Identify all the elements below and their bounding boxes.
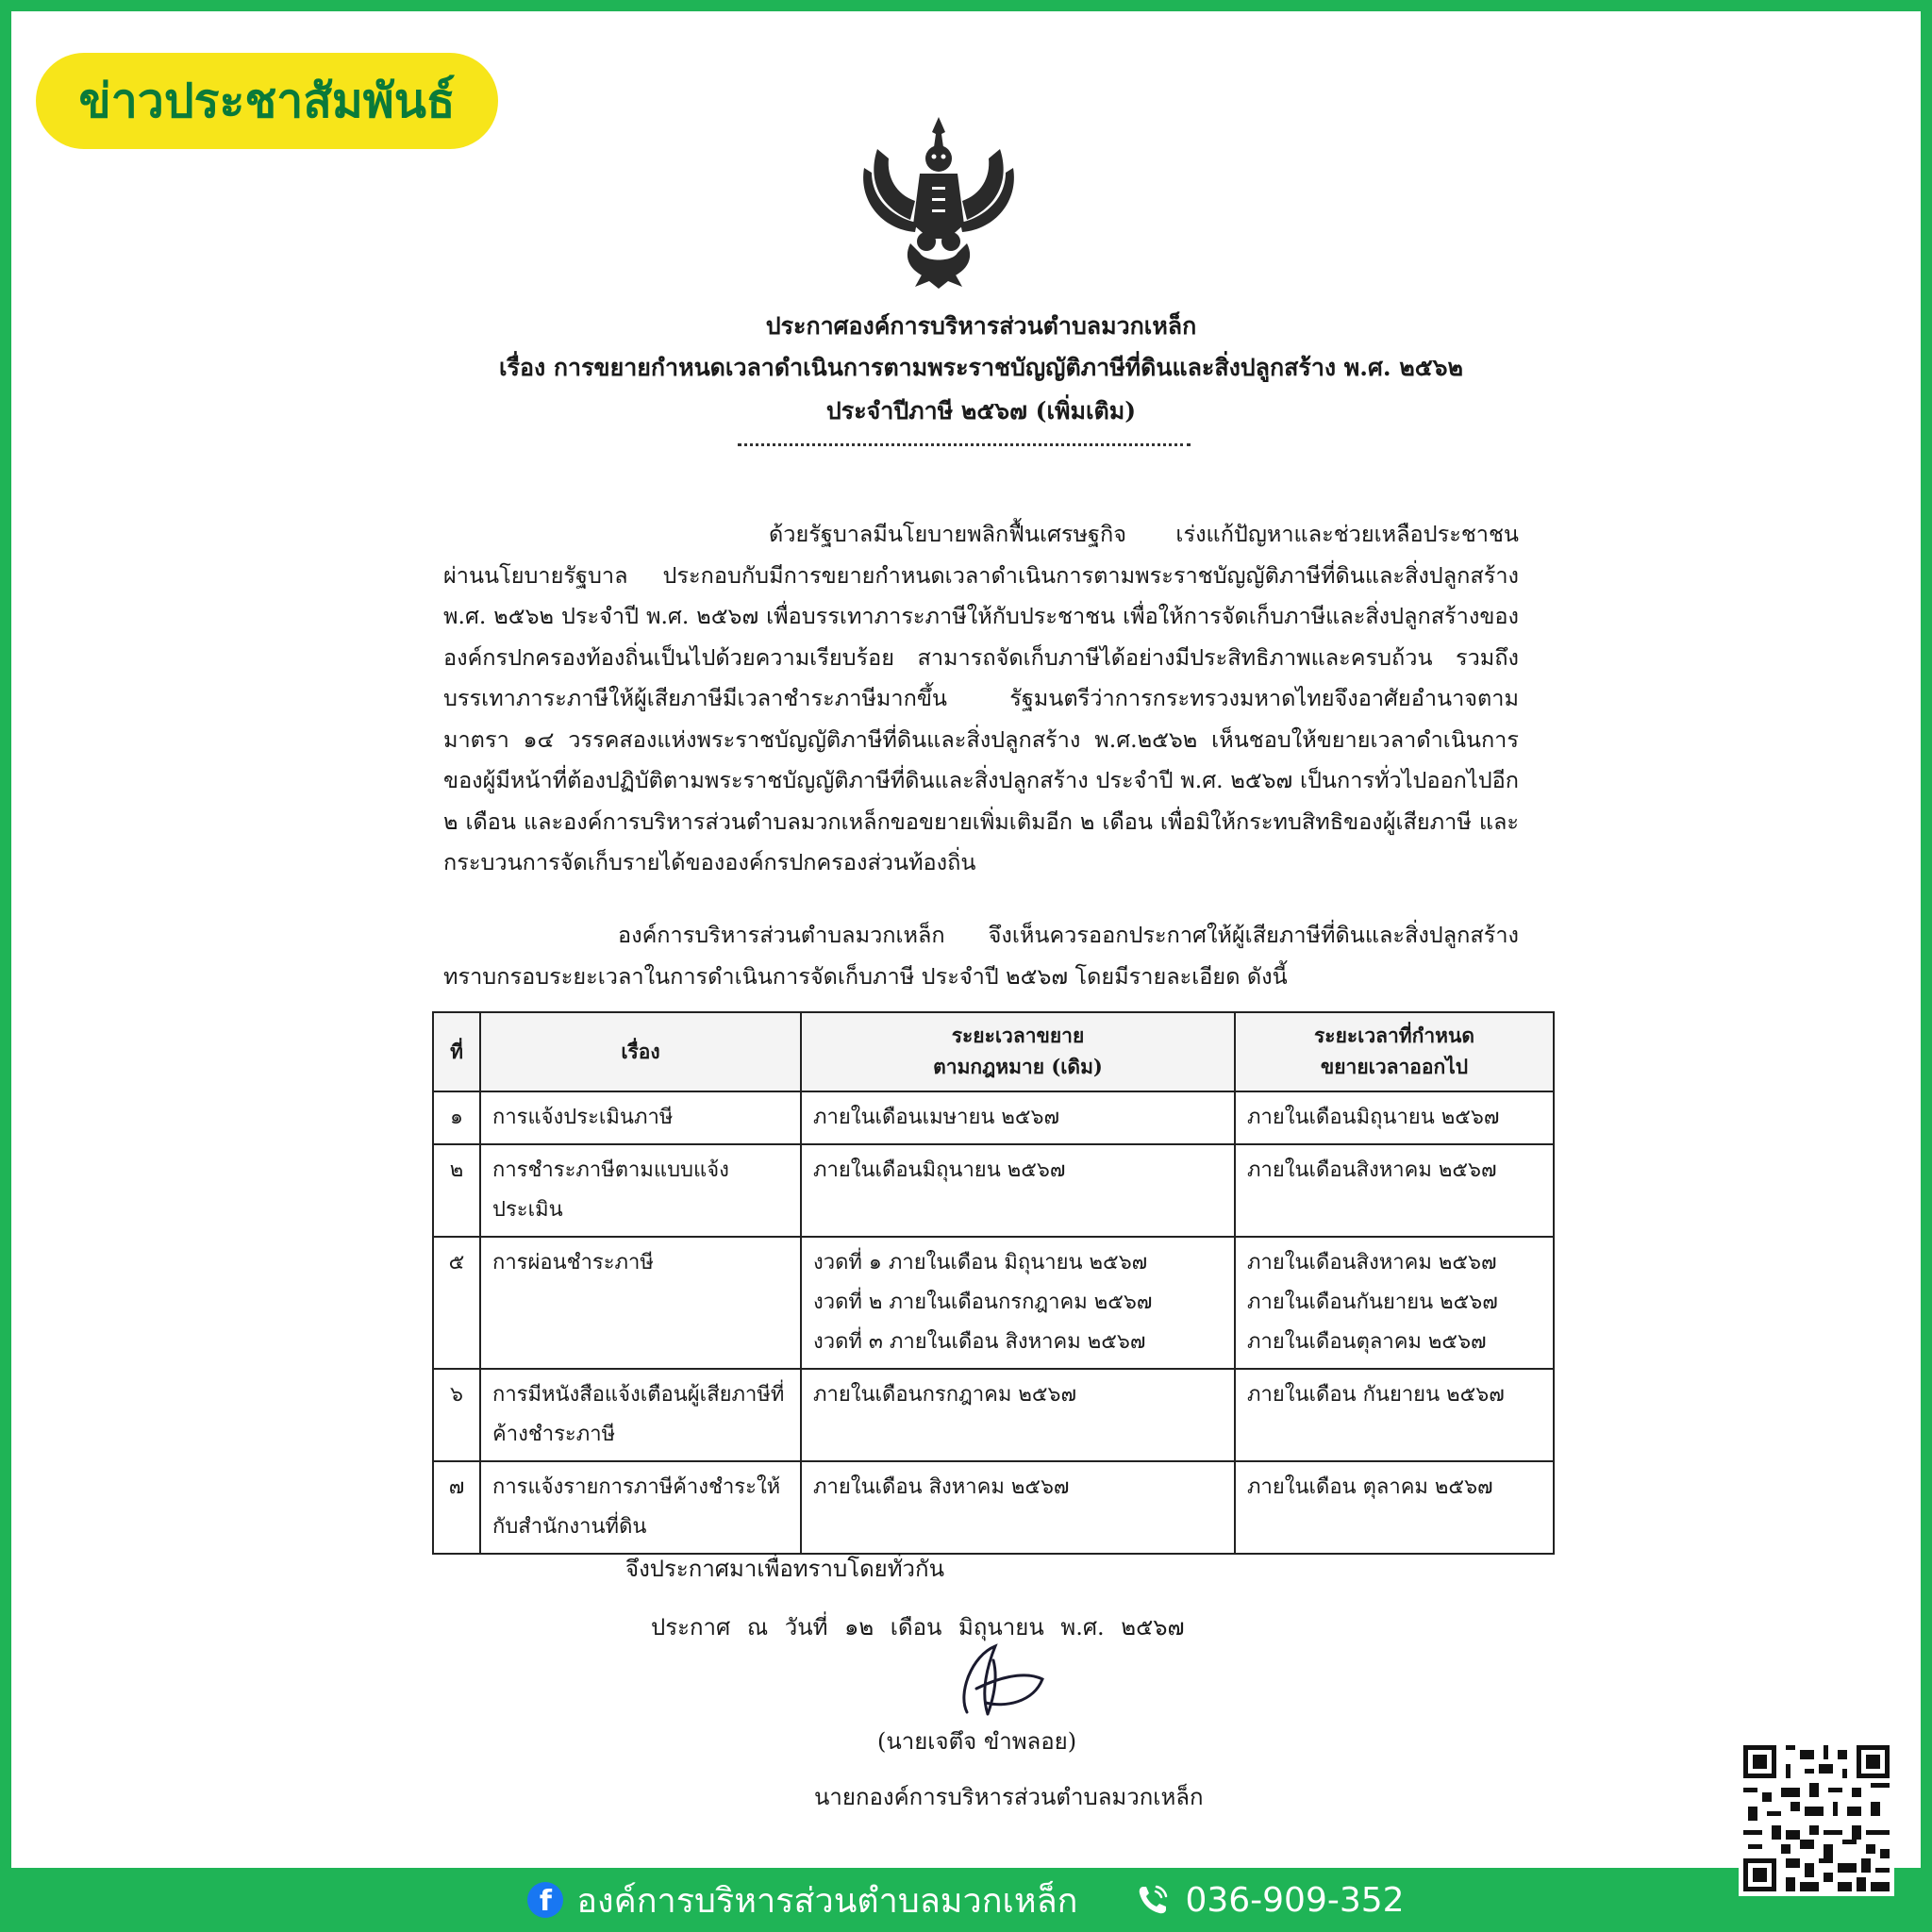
signature-icon bbox=[929, 1637, 1052, 1722]
dotted-divider bbox=[738, 443, 1191, 446]
header-original-period bbox=[801, 1012, 1235, 1091]
row-topic: การมีหนังสือแจ้งเตือนผู้เสียภาษีที่ค้างชำระภาษี bbox=[480, 1369, 801, 1461]
heading-line-1: ประกาศองค์การบริหารส่วนตำบลมวกเหล็ก bbox=[765, 312, 1197, 340]
table-row bbox=[433, 1144, 1554, 1237]
row-extended-line: ภายในเดือนมิถุนายน ๒๕๖๗ bbox=[1247, 1106, 1500, 1129]
table-header-row bbox=[433, 1012, 1554, 1091]
row-extended bbox=[1235, 1369, 1554, 1461]
table-row bbox=[433, 1369, 1554, 1461]
row-original-line: งวดที่ ๒ ภายในเดือนกรกฎาคม ๒๕๖๗ bbox=[813, 1291, 1153, 1314]
footer-phone[interactable] bbox=[1134, 1881, 1404, 1920]
row-extended-line: ภายในเดือนตุลาคม ๒๕๖๗ bbox=[1247, 1330, 1487, 1354]
row-extended bbox=[1235, 1237, 1554, 1369]
footer-facebook-label: องค์การบริหารส่วนตำบลมวกเหล็ก bbox=[576, 1881, 1078, 1921]
table-row bbox=[433, 1091, 1554, 1144]
news-badge: ข่าวประชาสัมพันธ์ bbox=[36, 53, 498, 149]
closing-statement: จึงประกาศมาเพื่อทราบโดยทั่วกัน bbox=[625, 1556, 944, 1582]
row-original-line: ภายในเดือน สิงหาคม ๒๕๖๗ bbox=[813, 1475, 1070, 1499]
row-original bbox=[801, 1461, 1235, 1554]
row-original-line: ภายในเดือนมิถุนายน ๒๕๖๗ bbox=[813, 1158, 1066, 1182]
signer-name: (นายเจตึจ ขำพลอย) bbox=[877, 1728, 1077, 1755]
footer-phone-number: 036-909-352 bbox=[1185, 1880, 1405, 1920]
heading-line-2: เรื่อง การขยายกำหนดเวลาดำเนินการตามพระราชบัญญัติภาษีที่ดินและสิ่งปลูกสร้าง พ.ศ. ๒๕๖๒ bbox=[499, 354, 1463, 381]
header-no: ที่ bbox=[433, 1012, 480, 1091]
signer-title: นายกองค์การบริหารส่วนตำบลมวกเหล็ก bbox=[814, 1784, 1204, 1810]
heading-line-3: ประจำปีภาษี ๒๕๖๗ (เพิ่มเติม) bbox=[825, 397, 1137, 425]
row-extended-line: ภายในเดือน กันยายน ๒๕๖๗ bbox=[1247, 1383, 1505, 1407]
row-extended-line: ภายในเดือน ตุลาคม ๒๕๖๗ bbox=[1247, 1475, 1493, 1499]
row-original bbox=[801, 1237, 1235, 1369]
row-original bbox=[801, 1091, 1235, 1144]
row-extended-line: ภายในเดือนสิงหาคม ๒๕๖๗ bbox=[1247, 1158, 1497, 1182]
facebook-icon: f bbox=[527, 1882, 563, 1918]
row-extended bbox=[1235, 1461, 1554, 1554]
tax-schedule-table bbox=[432, 1011, 1555, 1555]
row-original-line: งวดที่ ๑ ภายในเดือน มิถุนายน ๒๕๖๗ bbox=[813, 1251, 1148, 1274]
row-original-line: งวดที่ ๓ ภายในเดือน สิงหาคม ๒๕๖๗ bbox=[813, 1330, 1146, 1354]
row-topic: การผ่อนชำระภาษี bbox=[480, 1237, 801, 1369]
header-topic: เรื่อง bbox=[480, 1012, 801, 1091]
body-paragraph-2: องค์การบริหารส่วนตำบลมวกเหล็ก จึงเห็นควรออกประกาศให้ผู้เสียภาษีที่ดินและสิ่งปลูกสร้างทราบกรอบระยะเวลาในการดำเนินการจัดเก็บภาษี ประจำปี ๒๕๖๗ โดยมีรายละเอียด ดังนี้ bbox=[443, 922, 1519, 990]
header-extended-line-2: ขยายเวลาออกไป bbox=[1320, 1055, 1469, 1078]
body-paragraph-1: ด้วยรัฐบาลมีนโยบายพลิกฟื้นเศรษฐกิจ เร่งแก้ปัญหาและช่วยเหลือประชาชน ผ่านนโยบายรัฐบาล ประกอบกับมีการขยายกำหนดเวลาดำเนินการตามพระราชบัญญัติภาษีที่ดินและสิ่งปลูกสร้าง พ.ศ. ๒๕๖๒ ประจำปี พ.ศ. ๒๕๖๗ เพื่อบรรเทาภาระภาษีให้กับประชาชน เพื่อให้การจัดเก็บภาษีและสิ่งปลูกสร้างขององค์กรปกครองท้องถิ่นเป็นไปด้วยความเรียบร้อย สามารถจัดเก็บภาษีได้อย่างมีประสิทธิภาพและครบถ้วน รวมถึงบรรเทาภาระภาษีให้ผู้เสียภาษีมีเวลาชำระภาษีมากขึ้น รัฐมนตรีว่าการกระทรวงมหาดไทยจึงอาศัยอำนาจตามมาตรา ๑๔ วรรคสองแห่งพระราชบัญญัติภาษีที่ดินและสิ่งปลูกสร้าง พ.ศ.๒๕๖๒ เห็นชอบให้ขยายเวลาดำเนินการของผู้มีหน้าที่ต้องปฏิบัติตามพระราชบัญญัติภาษีที่ดินและสิ่งปลูกสร้าง ประจำปี พ.ศ. ๒๕๖๗ เป็นการทั่วไปออกไปอีก ๒ เดือน และองค์การบริหารส่วนตำบลมวกเหล็กขอขยายเพิ่มเติมอีก ๒ เดือน เพื่อมิให้กระทบสิทธิของผู้เสียภาษี และกระบวนการจัดเก็บรายได้ขององค์กรปกครองส่วนท้องถิ่น bbox=[443, 521, 1519, 875]
footer-bar bbox=[0, 1868, 1932, 1932]
row-extended bbox=[1235, 1091, 1554, 1144]
row-original-line: ภายในเดือนเมษายน ๒๕๖๗ bbox=[813, 1106, 1060, 1129]
header-extended-line-1: ระยะเวลาที่กำหนด bbox=[1314, 1024, 1474, 1047]
row-no: ๑ bbox=[433, 1091, 480, 1144]
phone-icon bbox=[1134, 1881, 1172, 1919]
garuda-emblem-icon bbox=[858, 111, 1019, 291]
row-topic: การแจ้งรายการภาษีค้างชำระให้กับสำนักงานที่ดิน bbox=[480, 1461, 801, 1554]
row-extended-line: ภายในเดือนสิงหาคม ๒๕๖๗ bbox=[1247, 1251, 1497, 1274]
row-original bbox=[801, 1144, 1235, 1237]
row-no: ๒ bbox=[433, 1144, 480, 1237]
row-no: ๕ bbox=[433, 1237, 480, 1369]
row-no: ๗ bbox=[433, 1461, 480, 1554]
row-original bbox=[801, 1369, 1235, 1461]
row-no: ๖ bbox=[433, 1369, 480, 1461]
table-row bbox=[433, 1461, 1554, 1554]
header-original-line-2: ตามกฎหมาย (เดิม) bbox=[933, 1055, 1103, 1078]
header-original-line-1: ระยะเวลาขยาย bbox=[951, 1024, 1085, 1047]
row-topic: การแจ้งประเมินภาษี bbox=[480, 1091, 801, 1144]
header-extended-period bbox=[1235, 1012, 1554, 1091]
footer-facebook[interactable] bbox=[527, 1874, 1077, 1927]
row-extended bbox=[1235, 1144, 1554, 1237]
table-row bbox=[433, 1237, 1554, 1369]
row-extended-line: ภายในเดือนกันยายน ๒๕๖๗ bbox=[1247, 1291, 1498, 1314]
announcement-date: ประกาศ ณ วันที่ ๑๒ เดือน มิถุนายน พ.ศ. ๒๕๖๗ bbox=[651, 1614, 1185, 1641]
row-topic: การชำระภาษีตามแบบแจ้งประเมิน bbox=[480, 1144, 801, 1237]
row-original-line: ภายในเดือนกรกฎาคม ๒๕๖๗ bbox=[813, 1383, 1077, 1407]
